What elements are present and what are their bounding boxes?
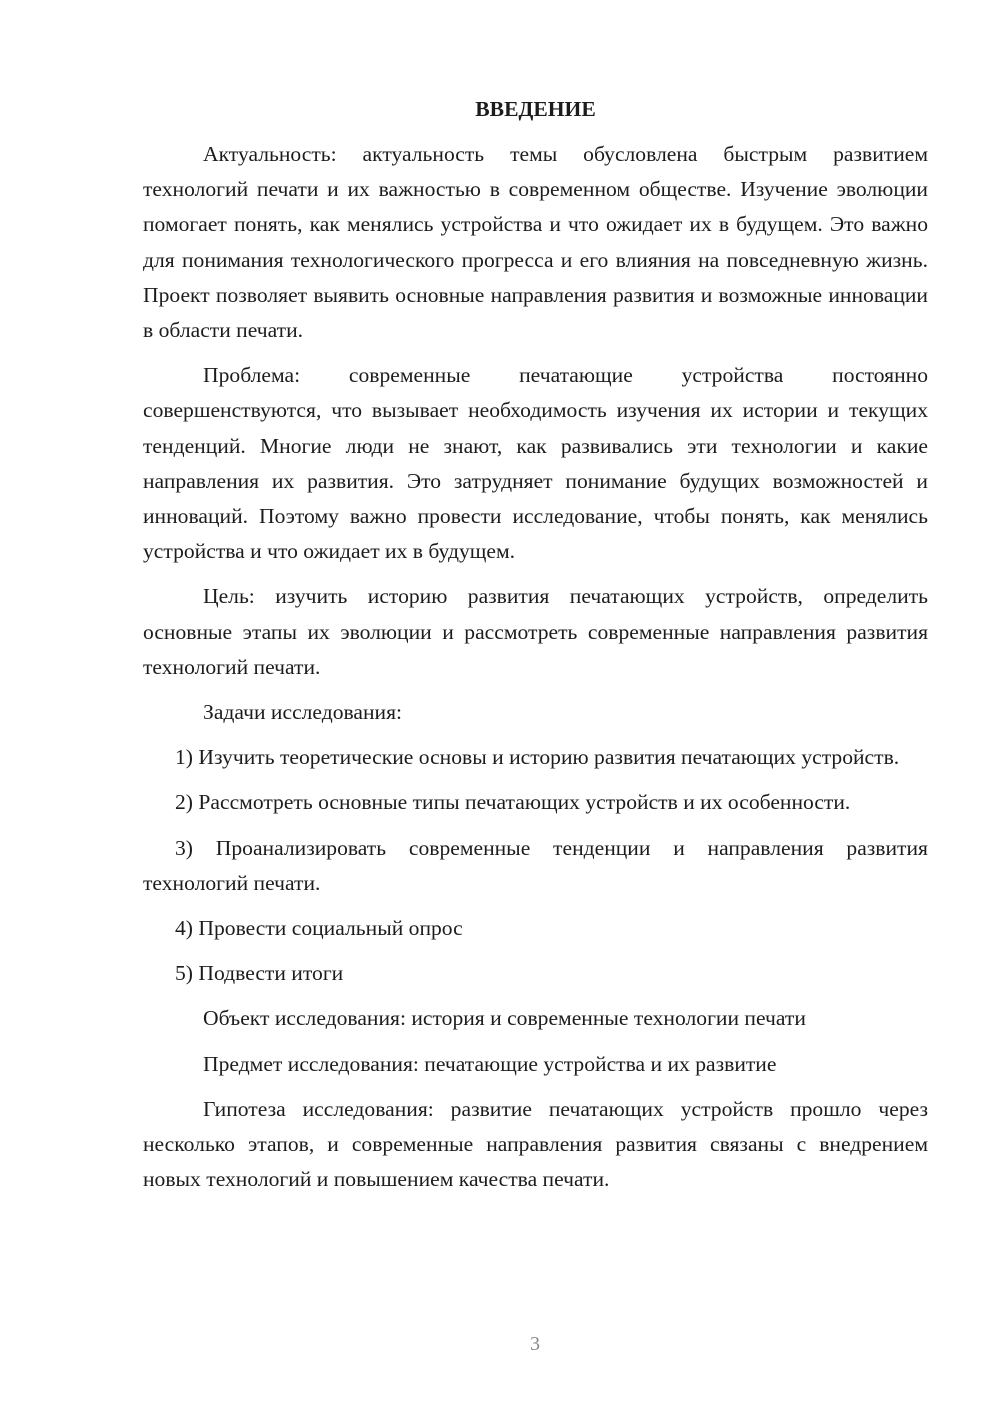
task-item: 2) Рассмотреть основные типы печатающих устройств и их особенности. [175, 790, 851, 815]
task-item: 1) Изучить теоретические основы и историю развития печатающих устройств. [175, 745, 900, 770]
page-number: 3 [530, 1333, 540, 1355]
tasks-heading: Задачи исследования: [203, 700, 403, 725]
page-content [143, 92, 928, 1207]
relevance-paragraph: Актуальность: актуальность темы обусловлена быстрым развитием технологий печати и их важностью в современном обществе. Изучение эволюции помогает понять, как менялись устройства и что ожидает их в будущем. Это важно для понимания технологического прогресса и его влияния на повседневную жизнь. Проект позволяет выявить основные направления развития и возможные инновации в области печати. [143, 142, 928, 343]
page-title: ВВЕДЕНИЕ [475, 97, 596, 121]
subject-paragraph: Предмет исследования: печатающие устройства и их развитие [203, 1051, 777, 1076]
problem-paragraph: Проблема: современные печатающие устройства постоянно совершенствуются, что вызывает необходимость изучения их истории и текущих тенденций. Многие люди не знают, как развивались эти технологии и какие направления их развития. Это затрудняет понимание будущих возможностей и инноваций. Поэтому важно провести исследование, чтобы понять, как менялись устройства и что ожидает их в будущем. [143, 363, 928, 564]
task-item: 4) Провести социальный опрос [175, 916, 463, 941]
hypothesis-paragraph: Гипотеза исследования: развитие печатающих устройств прошло через несколько этапов, и современные направления развития связаны с внедрением новых технологий и повышением качества печати. [143, 1096, 928, 1192]
task-item: 5) Подвести итоги [175, 961, 344, 986]
task-item: 3) Проанализировать современные тенденции и направления развития технологий печати. [143, 835, 928, 895]
goal-paragraph: Цель: изучить историю развития печатающих устройств, определить основные этапы их эволюции и рассмотреть современные направления развития технологий печати. [143, 584, 928, 679]
object-paragraph: Объект исследования: история и современные технологии печати [203, 1006, 806, 1031]
